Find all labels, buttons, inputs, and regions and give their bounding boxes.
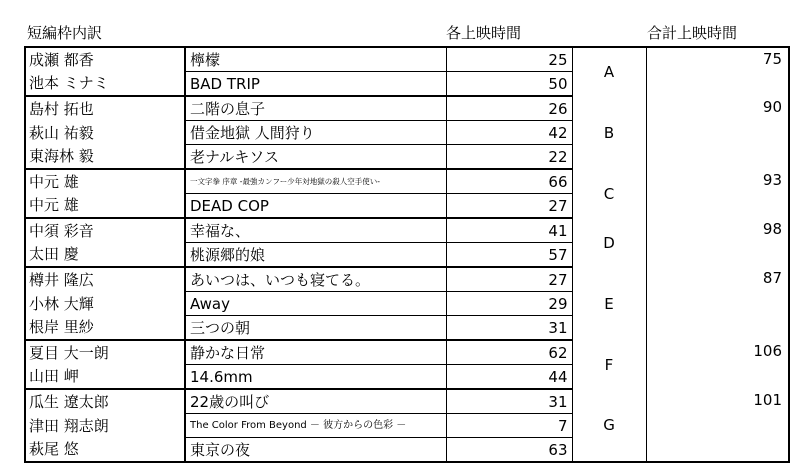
film-time: 50 (446, 72, 572, 97)
film-title: 老ナルキソス (185, 145, 446, 170)
group-label: C (572, 169, 646, 218)
film-time: 29 (446, 292, 572, 316)
film-title: 借金地獄 人間狩り (185, 121, 446, 145)
film-title: 14.6mm (185, 365, 446, 390)
group-label: F (572, 340, 646, 389)
group-label: D (572, 218, 646, 267)
film-time: 31 (446, 316, 572, 341)
film-title: 東京の夜 (185, 438, 446, 463)
director-name: 太田 慶 (25, 243, 185, 268)
table-row (25, 340, 789, 365)
screening-table (24, 46, 790, 463)
group-total: 93 (762, 171, 782, 189)
director-name: 中元 雄 (25, 169, 185, 194)
film-time: 25 (446, 47, 572, 72)
table-row (25, 96, 789, 121)
group-total: 75 (762, 50, 782, 68)
group-total: 87 (762, 269, 782, 287)
film-time: 44 (446, 365, 572, 390)
director-name: 萩山 祐毅 (25, 121, 185, 145)
film-title: DEAD COP (185, 194, 446, 219)
film-title: 一文字拳 序章 -最強カンフー少年対地獄の殺人空手使い- (185, 169, 446, 194)
group-total: 98 (762, 220, 782, 238)
director-name: 東海林 毅 (25, 145, 185, 170)
director-name: 島村 拓也 (25, 96, 185, 121)
film-time: 7 (446, 414, 572, 438)
group-total: 106 (753, 342, 782, 360)
group-label: E (572, 267, 646, 340)
film-title: BAD TRIP (185, 72, 446, 97)
group-total: 101 (753, 391, 782, 409)
table-row (25, 47, 789, 72)
table-row (25, 389, 789, 414)
table-row (25, 218, 789, 243)
film-time: 57 (446, 243, 572, 268)
group-label: G (572, 389, 646, 462)
film-title: あいつは、いつも寝てる。 (185, 267, 446, 292)
header-total-time: 合計上映時間 (647, 24, 738, 42)
film-time: 42 (446, 121, 572, 145)
film-time: 22 (446, 145, 572, 170)
film-time: 31 (446, 389, 572, 414)
director-name: 瓜生 遼太郎 (25, 389, 185, 414)
director-name: 山田 岬 (25, 365, 185, 390)
director-name: 樽井 隆広 (25, 267, 185, 292)
film-title: Away (185, 292, 446, 316)
film-time: 66 (446, 169, 572, 194)
film-title: 静かな日常 (185, 340, 446, 365)
film-title: The Color From Beyond － 彼方からの色彩 － (185, 414, 446, 438)
director-name: 池本 ミナミ (25, 72, 185, 97)
film-title: 二階の息子 (185, 96, 446, 121)
group-label: A (572, 47, 646, 96)
film-title: 幸福な、 (185, 218, 446, 243)
director-name: 中元 雄 (25, 194, 185, 219)
film-title: 檸檬 (185, 47, 446, 72)
director-name: 成瀬 都香 (25, 47, 185, 72)
director-name: 萩尾 悠 (25, 438, 185, 463)
film-title: 桃源郷的娘 (185, 243, 446, 268)
film-time: 26 (446, 96, 572, 121)
film-time: 27 (446, 194, 572, 219)
film-title: 三つの朝 (185, 316, 446, 341)
group-total: 90 (762, 98, 782, 116)
film-time: 27 (446, 267, 572, 292)
director-name: 夏目 大一朗 (25, 340, 185, 365)
table-row (25, 169, 789, 194)
header-breakdown: 短編枠内訳 (27, 24, 103, 42)
director-name: 津田 翔志朗 (25, 414, 185, 438)
director-name: 小林 大輝 (25, 292, 185, 316)
film-time: 63 (446, 438, 572, 463)
table-body (25, 47, 789, 462)
group-label: B (572, 96, 646, 169)
film-title: 22歳の叫び (185, 389, 446, 414)
director-name: 根岸 里紗 (25, 316, 185, 341)
film-time: 62 (446, 340, 572, 365)
header-each-time: 各上映時間 (446, 24, 522, 42)
film-time: 41 (446, 218, 572, 243)
table-row (25, 267, 789, 292)
director-name: 中須 彩音 (25, 218, 185, 243)
